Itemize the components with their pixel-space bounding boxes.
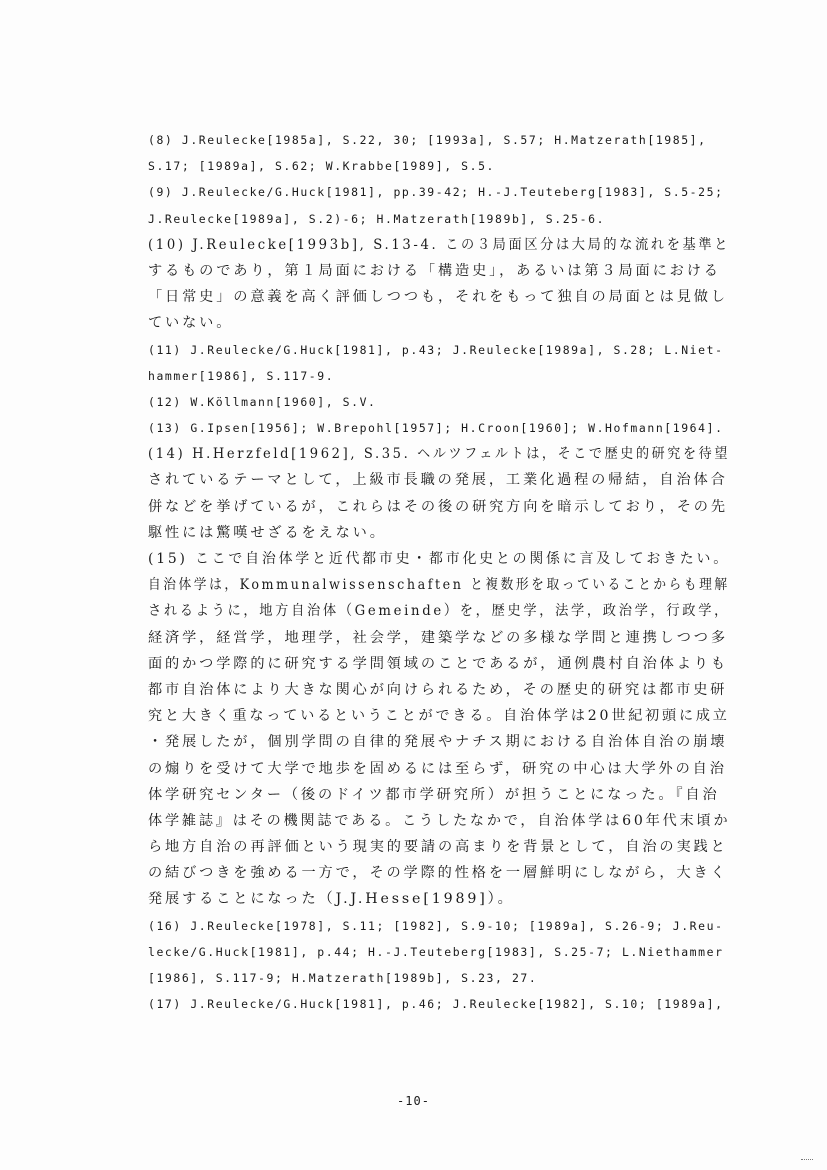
footnote-line: されるように，地方自治体（Gemeinde）を，歴史学，法学，政治学，行政学， — [148, 603, 730, 620]
footnote-line: (15) ここで自治体学と近代都市史・都市化史との関係に言及しておきたい。 — [148, 551, 730, 567]
footnote-line: 駆性には驚嘆せざるをえない。 — [148, 524, 387, 541]
footnote-line: されているテーマとして，上級市長職の発展，工業化過程の帰結，自治体合 — [148, 472, 728, 489]
footnote-line: の煽りを受けて大学で地歩を固めるには至らず，研究の中心は大学外の自治 — [148, 760, 727, 777]
footnote-line: の結びつきを強める一方で，その学際的性格を一層鮮明にしながら，大きく — [148, 865, 728, 882]
footnote-line: 併などを挙げているが，これらはその後の研究方向を暗示しており，その先 — [148, 498, 728, 515]
footnote-line: 究と大きく重なっているということができる。自治体学は20世紀初頭に成立 — [148, 708, 730, 725]
footnote-line: 面的かつ学際的に研究する学問領域のことであるが，通例農村自治体よりも — [148, 655, 728, 672]
scan-mark — [801, 1159, 813, 1164]
footnote-line: 都市自治体により大きな関心が向けられるため，その歴史的研究は都市史研 — [148, 681, 728, 698]
footnote-line: 経済学，経営学，地理学，社会学，建築学などの多様な学問と連携しつつ多 — [148, 629, 728, 646]
footnote-line: (12) W.Köllmann[1960], S.V. — [148, 394, 377, 409]
footnote-line: J.Reulecke[1989a], S.2)-6; H.Matzerath[1989b], S.25-6. — [148, 211, 606, 226]
footnote-line: (8) J.Reulecke[1985a], S.22, 30; [1993a], S.57; H.Matzerath[1985], — [148, 133, 707, 147]
footnote-line: ら地方自治の再評価という現実的要請の高まりを背景として，自治の実践と — [148, 839, 728, 856]
footnote-line: (10) J.Reulecke[1993b], S.13-4. この３局面区分は大局的な流れを基準と — [148, 236, 731, 253]
footnotes-block — [148, 127, 738, 1017]
footnote-line: するものであり，第１局面における「構造史」，あるいは第３局面における — [148, 262, 721, 279]
footnote-line: 体学雑誌』はその機関誌である。こうしたなかで，自治体学は60年代末頃か — [148, 812, 731, 829]
footnote-line: 「日常史」の意義を高く評価しつつも，それをもって独自の局面とは見做し — [148, 289, 728, 306]
footnote-line: hammer[1986], S.117-9. — [148, 368, 335, 383]
footnote-line: ていない。 — [148, 315, 234, 332]
footnote-line: S.17; [1989a], S.62; W.Krabbe[1989], S.5. — [148, 159, 496, 174]
footnote-line: 自治体学は，Kommunalwissenschaften と複数形を取っていることからも理解 — [148, 577, 730, 594]
footnote-line: lecke/G.Huck[1981], p.44; H.-J.Teuteberg[1983], S.25-7; L.Niethammer — [148, 944, 724, 959]
footnote-line: (14) H.Herzfeld[1962], S.35. ヘルツフェルトは，そこで歴史的研究を待望 — [148, 446, 730, 463]
footnote-line: ・発展したが，個別学問の自律的発展やナチス期における自治体自治の崩壊 — [148, 734, 728, 751]
footnote-line: (16) J.Reulecke[1978], S.11; [1982], S.9-10; [1989a], S.26-9; J.Reu- — [148, 918, 724, 933]
footnote-line: 体学研究センター（後のドイツ都市学研究所）が担うことになった。『自治 — [148, 786, 720, 803]
footnote-line: [1986], S.117-9; H.Matzerath[1989b], S.23, 27. — [148, 971, 538, 985]
page-number: -10- — [397, 1094, 430, 1108]
footnote-line: (9) J.Reulecke/G.Huck[1981], pp.39-42; H.-J.Teuteberg[1983], S.5-25; — [148, 185, 724, 200]
footnote-line: (13) G.Ipsen[1956]; W.Brepohl[1957]; H.Croon[1960]; W.Hofmann[1964]. — [148, 421, 724, 436]
footnote-line: (17) J.Reulecke/G.Huck[1981], p.46; J.Reulecke[1982], S.10; [1989a], — [148, 997, 724, 1012]
footnote-line: 発展することになった（J.J.Hesse[1989]）。 — [148, 891, 515, 908]
footnote-line: (11) J.Reulecke/G.Huck[1981], p.43; J.Reulecke[1989a], S.28; L.Niet- — [148, 342, 724, 357]
